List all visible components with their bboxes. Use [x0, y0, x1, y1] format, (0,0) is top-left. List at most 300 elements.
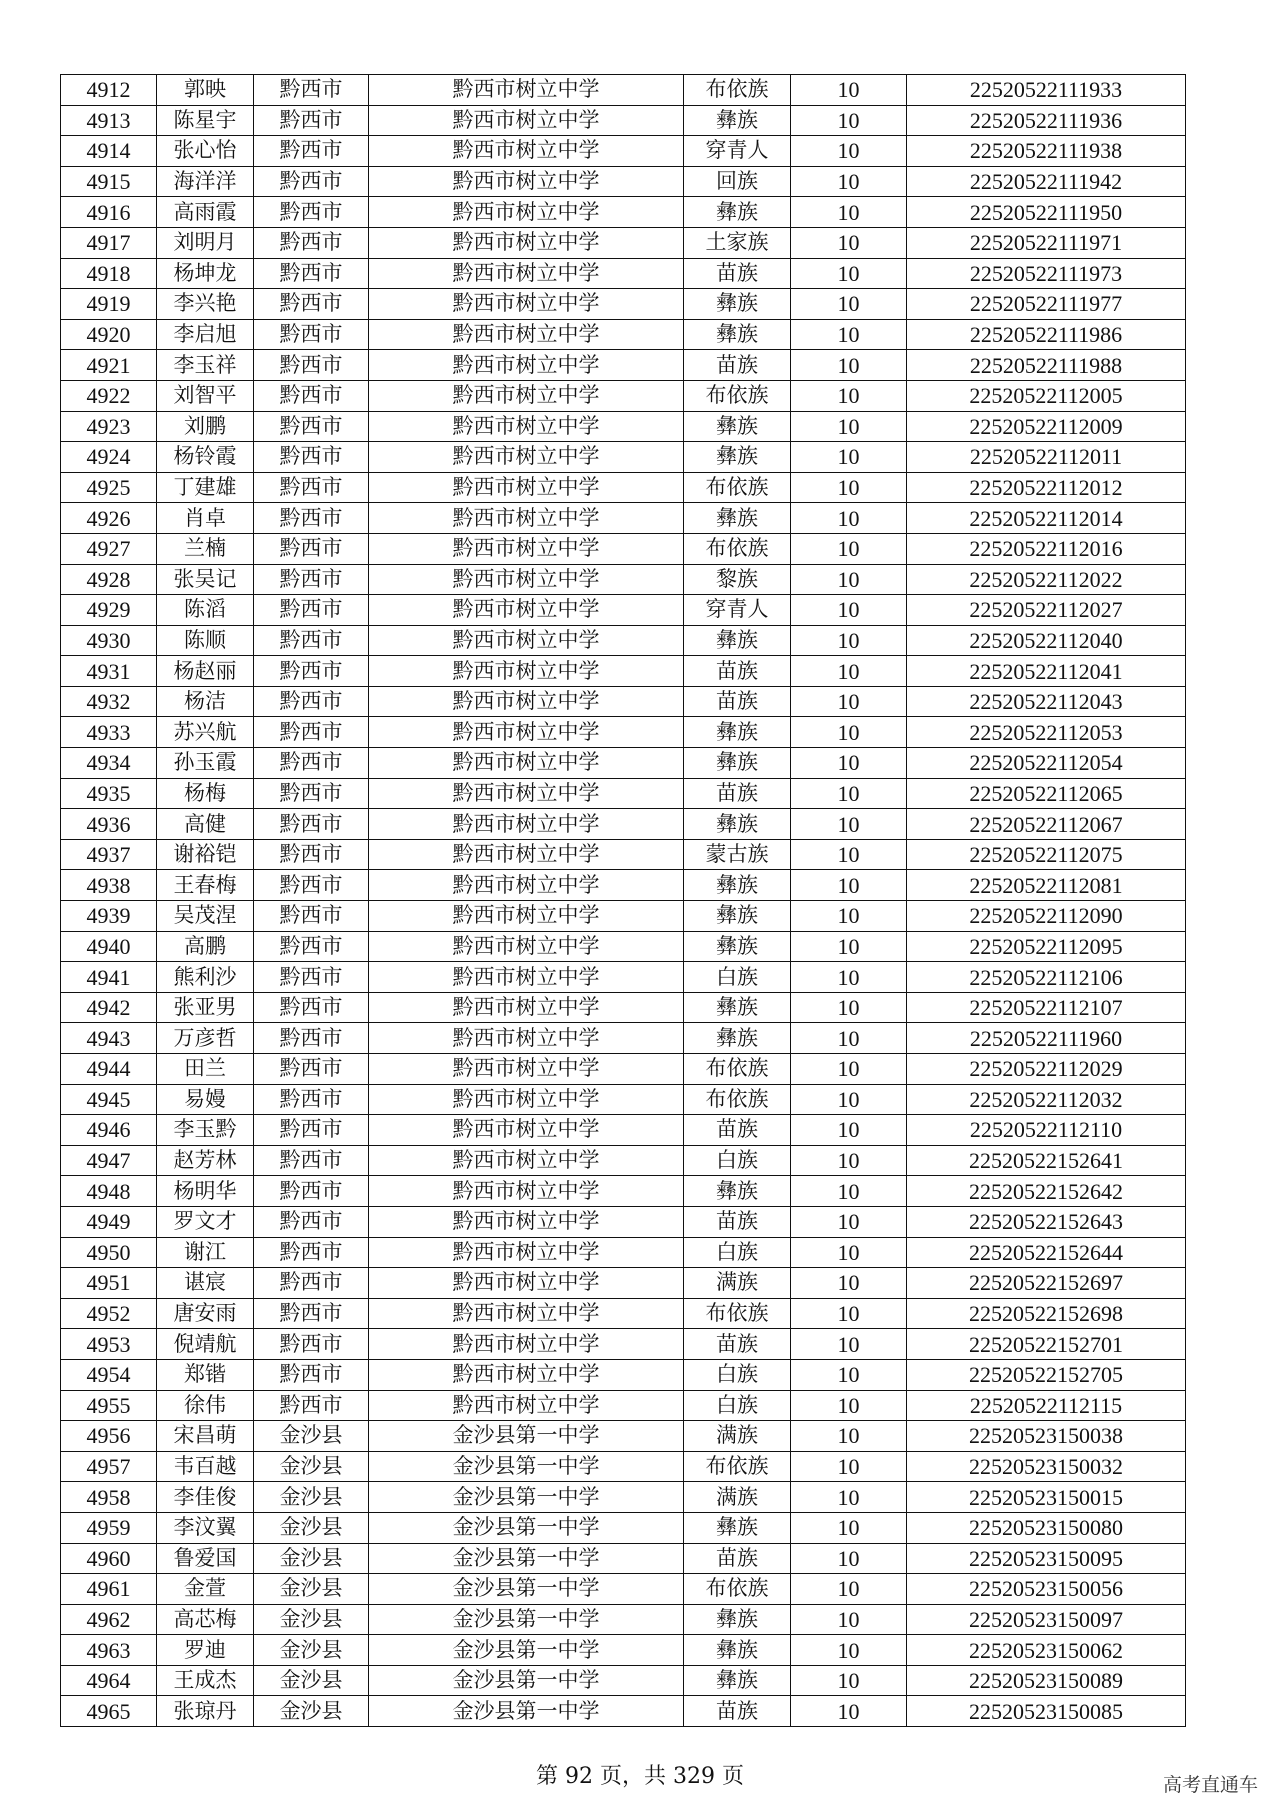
row-number-cell: 4921: [61, 350, 157, 381]
exam-id-cell: 22520523150056: [907, 1574, 1186, 1605]
school-cell: 黔西市树立中学: [369, 1359, 684, 1390]
exam-id-cell: 22520522152644: [907, 1237, 1186, 1268]
table-row: [61, 136, 1186, 167]
score-cell: 10: [791, 1176, 907, 1207]
ethnicity-cell: 布依族: [684, 1054, 791, 1085]
row-number-cell: 4949: [61, 1206, 157, 1237]
school-cell: 黔西市树立中学: [369, 533, 684, 564]
exam-id-cell: 22520522152698: [907, 1298, 1186, 1329]
student-name-cell: 韦百越: [157, 1451, 254, 1482]
county-cell: 黔西市: [254, 1145, 369, 1176]
ethnicity-cell: 布依族: [684, 1298, 791, 1329]
exam-id-cell: 22520522112110: [907, 1115, 1186, 1146]
score-cell: 10: [791, 1084, 907, 1115]
student-name-cell: 张心怡: [157, 136, 254, 167]
table-row: [61, 442, 1186, 473]
row-number-cell: 4929: [61, 595, 157, 626]
row-number-cell: 4931: [61, 656, 157, 687]
row-number-cell: 4965: [61, 1696, 157, 1727]
score-cell: 10: [791, 809, 907, 840]
student-name-cell: 高雨霞: [157, 197, 254, 228]
student-name-cell: 张琼丹: [157, 1696, 254, 1727]
exam-id-cell: 22520522152643: [907, 1206, 1186, 1237]
row-number-cell: 4952: [61, 1298, 157, 1329]
ethnicity-cell: 彝族: [684, 1604, 791, 1635]
score-cell: 10: [791, 656, 907, 687]
roster-table-body: [61, 75, 1186, 1727]
student-name-cell: 高芯梅: [157, 1604, 254, 1635]
school-cell: 黔西市树立中学: [369, 350, 684, 381]
school-cell: 黔西市树立中学: [369, 1176, 684, 1207]
row-number-cell: 4938: [61, 870, 157, 901]
score-cell: 10: [791, 625, 907, 656]
school-cell: 黔西市树立中学: [369, 717, 684, 748]
table-row: [61, 1084, 1186, 1115]
exam-id-cell: 22520522112032: [907, 1084, 1186, 1115]
score-cell: 10: [791, 319, 907, 350]
county-cell: 黔西市: [254, 1054, 369, 1085]
row-number-cell: 4947: [61, 1145, 157, 1176]
table-row: [61, 992, 1186, 1023]
table-row: [61, 564, 1186, 595]
exam-id-cell: 22520522112014: [907, 503, 1186, 534]
score-cell: 10: [791, 564, 907, 595]
score-cell: 10: [791, 411, 907, 442]
county-cell: 黔西市: [254, 503, 369, 534]
table-row: [61, 962, 1186, 993]
ethnicity-cell: 白族: [684, 1359, 791, 1390]
school-cell: 黔西市树立中学: [369, 656, 684, 687]
row-number-cell: 4945: [61, 1084, 157, 1115]
school-cell: 黔西市树立中学: [369, 1237, 684, 1268]
score-cell: 10: [791, 901, 907, 932]
county-cell: 金沙县: [254, 1635, 369, 1666]
table-row: [61, 1237, 1186, 1268]
student-name-cell: 高健: [157, 809, 254, 840]
school-cell: 黔西市树立中学: [369, 136, 684, 167]
student-name-cell: 王成杰: [157, 1665, 254, 1696]
student-name-cell: 高鹏: [157, 931, 254, 962]
score-cell: 10: [791, 289, 907, 320]
student-name-cell: 杨铃霞: [157, 442, 254, 473]
ethnicity-cell: 穿青人: [684, 595, 791, 626]
school-cell: 黔西市树立中学: [369, 992, 684, 1023]
exam-id-cell: 22520522111988: [907, 350, 1186, 381]
exam-id-cell: 22520522111986: [907, 319, 1186, 350]
county-cell: 黔西市: [254, 289, 369, 320]
ethnicity-cell: 彝族: [684, 748, 791, 779]
score-cell: 10: [791, 1696, 907, 1727]
score-cell: 10: [791, 533, 907, 564]
ethnicity-cell: 布依族: [684, 533, 791, 564]
row-number-cell: 4924: [61, 442, 157, 473]
table-row: [61, 1206, 1186, 1237]
page-footer: 第 92 页，共 329 页: [536, 1764, 744, 1789]
exam-id-cell: 22520522112016: [907, 533, 1186, 564]
student-name-cell: 海洋洋: [157, 166, 254, 197]
score-cell: 10: [791, 1390, 907, 1421]
table-row: [61, 227, 1186, 258]
student-name-cell: 罗迪: [157, 1635, 254, 1666]
table-row: [61, 1329, 1186, 1360]
row-number-cell: 4933: [61, 717, 157, 748]
student-name-cell: 苏兴航: [157, 717, 254, 748]
school-cell: 黔西市树立中学: [369, 748, 684, 779]
ethnicity-cell: 彝族: [684, 289, 791, 320]
student-name-cell: 李玉祥: [157, 350, 254, 381]
ethnicity-cell: 苗族: [684, 258, 791, 289]
school-cell: 金沙县第一中学: [369, 1604, 684, 1635]
table-row: [61, 1635, 1186, 1666]
county-cell: 黔西市: [254, 380, 369, 411]
row-number-cell: 4961: [61, 1574, 157, 1605]
score-cell: 10: [791, 1665, 907, 1696]
ethnicity-cell: 彝族: [684, 319, 791, 350]
exam-id-cell: 22520522112022: [907, 564, 1186, 595]
school-cell: 黔西市树立中学: [369, 1268, 684, 1299]
student-name-cell: 王春梅: [157, 870, 254, 901]
score-cell: 10: [791, 350, 907, 381]
row-number-cell: 4944: [61, 1054, 157, 1085]
row-number-cell: 4914: [61, 136, 157, 167]
ethnicity-cell: 苗族: [684, 656, 791, 687]
row-number-cell: 4922: [61, 380, 157, 411]
school-cell: 黔西市树立中学: [369, 625, 684, 656]
score-cell: 10: [791, 1543, 907, 1574]
school-cell: 黔西市树立中学: [369, 564, 684, 595]
row-number-cell: 4957: [61, 1451, 157, 1482]
row-number-cell: 4919: [61, 289, 157, 320]
score-cell: 10: [791, 1359, 907, 1390]
row-number-cell: 4954: [61, 1359, 157, 1390]
row-number-cell: 4953: [61, 1329, 157, 1360]
student-name-cell: 金萱: [157, 1574, 254, 1605]
county-cell: 金沙县: [254, 1512, 369, 1543]
school-cell: 金沙县第一中学: [369, 1543, 684, 1574]
student-name-cell: 陈顺: [157, 625, 254, 656]
exam-id-cell: 22520522112011: [907, 442, 1186, 473]
score-cell: 10: [791, 1574, 907, 1605]
county-cell: 黔西市: [254, 227, 369, 258]
exam-id-cell: 22520522112081: [907, 870, 1186, 901]
county-cell: 黔西市: [254, 1390, 369, 1421]
row-number-cell: 4940: [61, 931, 157, 962]
school-cell: 黔西市树立中学: [369, 962, 684, 993]
table-row: [61, 1145, 1186, 1176]
county-cell: 黔西市: [254, 1115, 369, 1146]
student-name-cell: 鲁爱国: [157, 1543, 254, 1574]
exam-id-cell: 22520523150062: [907, 1635, 1186, 1666]
ethnicity-cell: 彝族: [684, 1635, 791, 1666]
table-row: [61, 380, 1186, 411]
table-row: [61, 472, 1186, 503]
table-row: [61, 1512, 1186, 1543]
ethnicity-cell: 彝族: [684, 809, 791, 840]
score-cell: 10: [791, 1298, 907, 1329]
row-number-cell: 4920: [61, 319, 157, 350]
score-cell: 10: [791, 105, 907, 136]
exam-id-cell: 22520522111933: [907, 75, 1186, 106]
ethnicity-cell: 白族: [684, 962, 791, 993]
exam-id-cell: 22520522112107: [907, 992, 1186, 1023]
school-cell: 黔西市树立中学: [369, 1054, 684, 1085]
ethnicity-cell: 彝族: [684, 901, 791, 932]
table-row: [61, 1298, 1186, 1329]
table-row: [61, 105, 1186, 136]
score-cell: 10: [791, 962, 907, 993]
student-name-cell: 郭映: [157, 75, 254, 106]
score-cell: 10: [791, 1421, 907, 1452]
row-number-cell: 4928: [61, 564, 157, 595]
row-number-cell: 4930: [61, 625, 157, 656]
county-cell: 黔西市: [254, 1268, 369, 1299]
school-cell: 金沙县第一中学: [369, 1512, 684, 1543]
table-row: [61, 533, 1186, 564]
row-number-cell: 4948: [61, 1176, 157, 1207]
student-name-cell: 李启旭: [157, 319, 254, 350]
county-cell: 黔西市: [254, 748, 369, 779]
county-cell: 黔西市: [254, 1206, 369, 1237]
exam-id-cell: 22520522112075: [907, 839, 1186, 870]
county-cell: 黔西市: [254, 1298, 369, 1329]
table-row: [61, 625, 1186, 656]
row-number-cell: 4925: [61, 472, 157, 503]
score-cell: 10: [791, 1054, 907, 1085]
student-name-cell: 杨梅: [157, 778, 254, 809]
row-number-cell: 4936: [61, 809, 157, 840]
ethnicity-cell: 苗族: [684, 1543, 791, 1574]
score-cell: 10: [791, 595, 907, 626]
school-cell: 黔西市树立中学: [369, 870, 684, 901]
student-name-cell: 宋昌萌: [157, 1421, 254, 1452]
county-cell: 金沙县: [254, 1665, 369, 1696]
table-row: [61, 197, 1186, 228]
student-name-cell: 唐安雨: [157, 1298, 254, 1329]
county-cell: 金沙县: [254, 1543, 369, 1574]
table-row: [61, 1421, 1186, 1452]
school-cell: 黔西市树立中学: [369, 1298, 684, 1329]
score-cell: 10: [791, 1268, 907, 1299]
ethnicity-cell: 苗族: [684, 1115, 791, 1146]
school-cell: 黔西市树立中学: [369, 1329, 684, 1360]
ethnicity-cell: 土家族: [684, 227, 791, 258]
ethnicity-cell: 满族: [684, 1421, 791, 1452]
exam-id-cell: 22520522152697: [907, 1268, 1186, 1299]
table-row: [61, 1115, 1186, 1146]
exam-id-cell: 22520522112009: [907, 411, 1186, 442]
score-cell: 10: [791, 1482, 907, 1513]
ethnicity-cell: 彝族: [684, 105, 791, 136]
row-number-cell: 4912: [61, 75, 157, 106]
school-cell: 黔西市树立中学: [369, 839, 684, 870]
school-cell: 黔西市树立中学: [369, 686, 684, 717]
ethnicity-cell: 穿青人: [684, 136, 791, 167]
student-name-cell: 杨赵丽: [157, 656, 254, 687]
exam-id-cell: 22520522111973: [907, 258, 1186, 289]
table-row: [61, 656, 1186, 687]
school-cell: 黔西市树立中学: [369, 901, 684, 932]
student-name-cell: 肖卓: [157, 503, 254, 534]
score-cell: 10: [791, 472, 907, 503]
student-name-cell: 谌宸: [157, 1268, 254, 1299]
student-name-cell: 陈星宇: [157, 105, 254, 136]
student-name-cell: 丁建雄: [157, 472, 254, 503]
county-cell: 黔西市: [254, 778, 369, 809]
score-cell: 10: [791, 686, 907, 717]
county-cell: 金沙县: [254, 1482, 369, 1513]
exam-id-cell: 22520522111960: [907, 1023, 1186, 1054]
score-cell: 10: [791, 1635, 907, 1666]
school-cell: 黔西市树立中学: [369, 411, 684, 442]
county-cell: 金沙县: [254, 1451, 369, 1482]
ethnicity-cell: 布依族: [684, 1451, 791, 1482]
exam-id-cell: 22520522112095: [907, 931, 1186, 962]
exam-id-cell: 22520522112053: [907, 717, 1186, 748]
exam-id-cell: 22520522112115: [907, 1390, 1186, 1421]
ethnicity-cell: 苗族: [684, 1696, 791, 1727]
ethnicity-cell: 白族: [684, 1237, 791, 1268]
school-cell: 黔西市树立中学: [369, 1023, 684, 1054]
score-cell: 10: [791, 1145, 907, 1176]
row-number-cell: 4946: [61, 1115, 157, 1146]
table-row: [61, 319, 1186, 350]
county-cell: 黔西市: [254, 533, 369, 564]
ethnicity-cell: 彝族: [684, 411, 791, 442]
score-cell: 10: [791, 442, 907, 473]
score-cell: 10: [791, 1115, 907, 1146]
table-row: [61, 350, 1186, 381]
ethnicity-cell: 满族: [684, 1268, 791, 1299]
exam-id-cell: 22520523150095: [907, 1543, 1186, 1574]
county-cell: 黔西市: [254, 1329, 369, 1360]
county-cell: 黔西市: [254, 686, 369, 717]
student-name-cell: 刘智平: [157, 380, 254, 411]
table-row: [61, 809, 1186, 840]
table-row: [61, 1268, 1186, 1299]
county-cell: 黔西市: [254, 197, 369, 228]
county-cell: 黔西市: [254, 870, 369, 901]
exam-id-cell: 22520523150089: [907, 1665, 1186, 1696]
row-number-cell: 4950: [61, 1237, 157, 1268]
ethnicity-cell: 彝族: [684, 870, 791, 901]
school-cell: 金沙县第一中学: [369, 1665, 684, 1696]
exam-id-cell: 22520522111971: [907, 227, 1186, 258]
exam-id-cell: 22520522112029: [907, 1054, 1186, 1085]
student-name-cell: 李玉黔: [157, 1115, 254, 1146]
ethnicity-cell: 布依族: [684, 1084, 791, 1115]
county-cell: 黔西市: [254, 1237, 369, 1268]
row-number-cell: 4932: [61, 686, 157, 717]
ethnicity-cell: 彝族: [684, 1176, 791, 1207]
student-name-cell: 倪靖航: [157, 1329, 254, 1360]
row-number-cell: 4942: [61, 992, 157, 1023]
school-cell: 黔西市树立中学: [369, 1206, 684, 1237]
student-name-cell: 张亚男: [157, 992, 254, 1023]
school-cell: 黔西市树立中学: [369, 809, 684, 840]
row-number-cell: 4923: [61, 411, 157, 442]
county-cell: 黔西市: [254, 75, 369, 106]
school-cell: 黔西市树立中学: [369, 595, 684, 626]
score-cell: 10: [791, 1206, 907, 1237]
school-cell: 黔西市树立中学: [369, 472, 684, 503]
student-name-cell: 李汶翼: [157, 1512, 254, 1543]
exam-id-cell: 22520523150015: [907, 1482, 1186, 1513]
ethnicity-cell: 黎族: [684, 564, 791, 595]
ethnicity-cell: 彝族: [684, 1512, 791, 1543]
table-row: [61, 1696, 1186, 1727]
exam-id-cell: 22520523150097: [907, 1604, 1186, 1635]
school-cell: 黔西市树立中学: [369, 380, 684, 411]
table-row: [61, 1543, 1186, 1574]
student-name-cell: 李佳俊: [157, 1482, 254, 1513]
table-row: [61, 778, 1186, 809]
ethnicity-cell: 彝族: [684, 503, 791, 534]
county-cell: 黔西市: [254, 962, 369, 993]
ethnicity-cell: 彝族: [684, 992, 791, 1023]
school-cell: 金沙县第一中学: [369, 1635, 684, 1666]
county-cell: 黔西市: [254, 472, 369, 503]
student-name-cell: 谢裕铠: [157, 839, 254, 870]
school-cell: 黔西市树立中学: [369, 166, 684, 197]
county-cell: 金沙县: [254, 1421, 369, 1452]
ethnicity-cell: 彝族: [684, 625, 791, 656]
student-name-cell: 杨明华: [157, 1176, 254, 1207]
exam-id-cell: 22520522112065: [907, 778, 1186, 809]
ethnicity-cell: 蒙古族: [684, 839, 791, 870]
student-name-cell: 刘鹏: [157, 411, 254, 442]
student-name-cell: 杨洁: [157, 686, 254, 717]
row-number-cell: 4926: [61, 503, 157, 534]
ethnicity-cell: 彝族: [684, 1023, 791, 1054]
table-row: [61, 1574, 1186, 1605]
county-cell: 黔西市: [254, 809, 369, 840]
student-name-cell: 熊利沙: [157, 962, 254, 993]
exam-id-cell: 22520523150038: [907, 1421, 1186, 1452]
score-cell: 10: [791, 75, 907, 106]
student-name-cell: 郑锴: [157, 1359, 254, 1390]
table-row: [61, 258, 1186, 289]
exam-id-cell: 22520522112040: [907, 625, 1186, 656]
county-cell: 黔西市: [254, 656, 369, 687]
school-cell: 黔西市树立中学: [369, 442, 684, 473]
student-name-cell: 李兴艳: [157, 289, 254, 320]
table-row: [61, 503, 1186, 534]
county-cell: 黔西市: [254, 1359, 369, 1390]
student-name-cell: 徐伟: [157, 1390, 254, 1421]
school-cell: 黔西市树立中学: [369, 227, 684, 258]
student-name-cell: 田兰: [157, 1054, 254, 1085]
score-cell: 10: [791, 1451, 907, 1482]
row-number-cell: 4916: [61, 197, 157, 228]
school-cell: 黔西市树立中学: [369, 75, 684, 106]
ethnicity-cell: 苗族: [684, 1206, 791, 1237]
school-cell: 金沙县第一中学: [369, 1696, 684, 1727]
school-cell: 黔西市树立中学: [369, 503, 684, 534]
school-cell: 黔西市树立中学: [369, 197, 684, 228]
school-cell: 黔西市树立中学: [369, 1145, 684, 1176]
school-cell: 黔西市树立中学: [369, 931, 684, 962]
row-number-cell: 4917: [61, 227, 157, 258]
ethnicity-cell: 苗族: [684, 1329, 791, 1360]
table-row: [61, 411, 1186, 442]
score-cell: 10: [791, 227, 907, 258]
table-row: [61, 748, 1186, 779]
county-cell: 黔西市: [254, 350, 369, 381]
table-row: [61, 901, 1186, 932]
exam-id-cell: 22520522112090: [907, 901, 1186, 932]
county-cell: 黔西市: [254, 1084, 369, 1115]
county-cell: 黔西市: [254, 105, 369, 136]
